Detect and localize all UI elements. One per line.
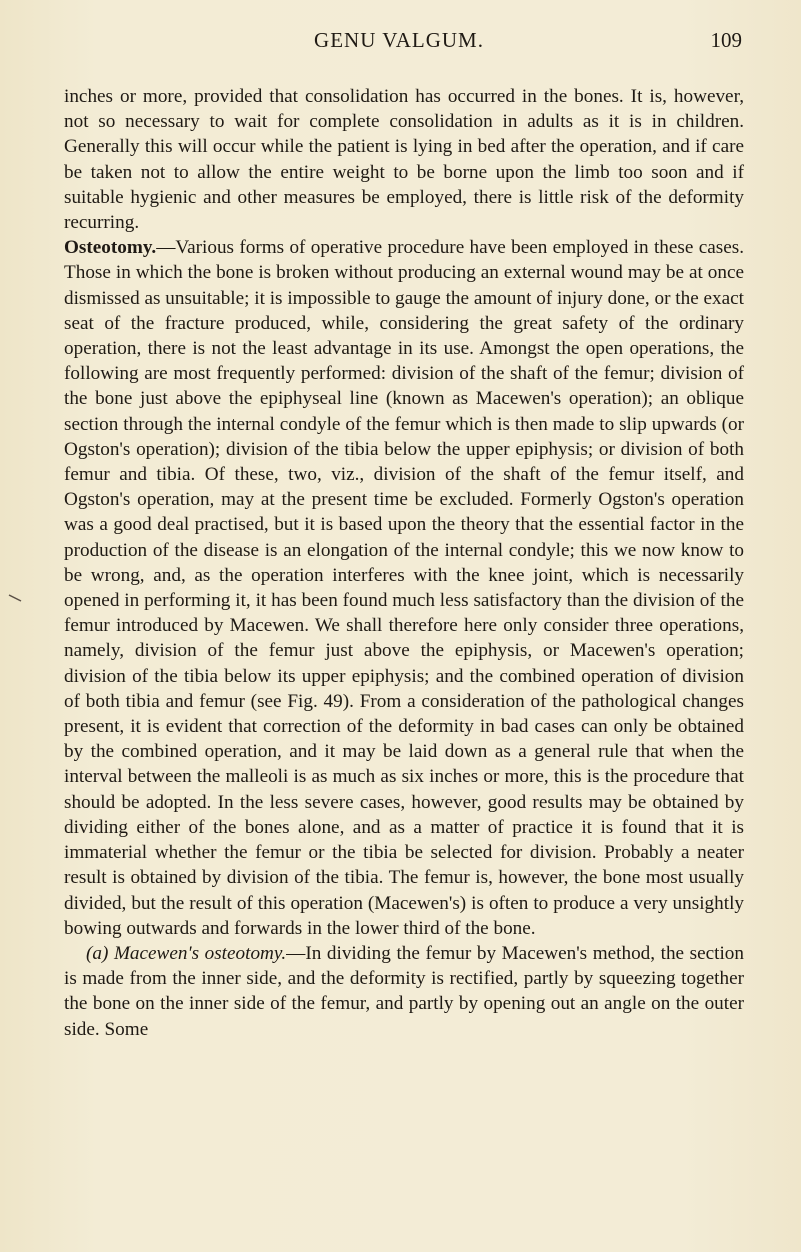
body-text: [64, 84, 744, 1042]
running-title: GENU VALGUM.: [314, 28, 484, 52]
paragraph-osteotomy-text: —Various forms of operative procedure have been employed in these cases. Those in which the bone is broken without producing an external wound may be at once dismissed as unsuitable; it is impossible to gauge the amount of injury done, or the exact seat of the fracture produced, while, considering the great safety of the ordinary operation, there is not the least advantage in its use. Amongst the open operations, the following are most frequently performed: division of the shaft of the femur; division of the bone just above the epiphyseal line (known as Macewen's operation); an oblique section through the internal condyle of the femur which is then made to slip upwards (or Ogston's operation); division of the tibia below the upper epiphysis; or division of both femur and tibia. Of these, two, viz., division of the shaft of the femur itself, and Ogston's operation, may at the present time be excluded. Formerly Ogston's operation was a good deal practised, but it is based upon the theory that the essential factor in the production of the disease is an elongation of the internal condyle; this we now know to be wrong, and, as the operation interferes with the knee joint, which is necessarily opened in performing it, it has been found much less satisfactory than the division of the femur introduced by Macewen. We shall therefore here only consider three operations, namely, division of the femur just above the epiphysis, or Macewen's operation; division of the tibia below its upper epiphysis; and the combined operation of division of both tibia and femur (see Fig. 49). From a consideration of the pathological changes present, it is evident that correction of the deformity in bad cases can only be obtained by the combined operation, and it may be laid down as a general rule that when the interval between the malleoli is as much as six inches or more, this is the procedure that should be adopted. In the less severe cases, however, good results may be obtained by dividing either of the bones alone, and as a matter of practice it is found that it is immaterial whether the femur or the tibia be selected for division. Probably a neater result is obtained by division of the tibia. The femur is, however, the bone most usually divided, but the result of this operation (Macewen's) is often to produce a very unsightly bowing outwards and forwards in the lower third of the bone.: [64, 237, 744, 939]
paragraph-macewen-text: —In dividing the femur by Macewen's method, the section is made from the inner side, and the deformity is rectified, partly by squeezing together the bone on the inner side of the femur, and partly by opening out an angle on the outer side. Some: [64, 942, 744, 1040]
page-number: 109: [710, 28, 742, 52]
paragraph-continuation: inches or more, provided that consolidation has occurred in the bones. It is, however, not so necessary to wait for complete consolidation in adults as it is in children. Generally this will occur while the patient is lying in bed after the operation, and if care be taken not to allow the entire weight to be borne upon the limb too soon and if suitable hygienic and other measures be employed, there is little risk of the deformity recurring.: [64, 86, 744, 234]
paragraph-osteotomy: [64, 235, 744, 941]
margin-mark-icon: [8, 594, 22, 602]
paragraph-macewen: [64, 941, 744, 1042]
running-head: [56, 22, 742, 52]
section-heading-macewen: (a) Macewen's osteotomy.: [86, 942, 287, 964]
section-heading-osteotomy: Osteotomy.: [64, 237, 157, 259]
